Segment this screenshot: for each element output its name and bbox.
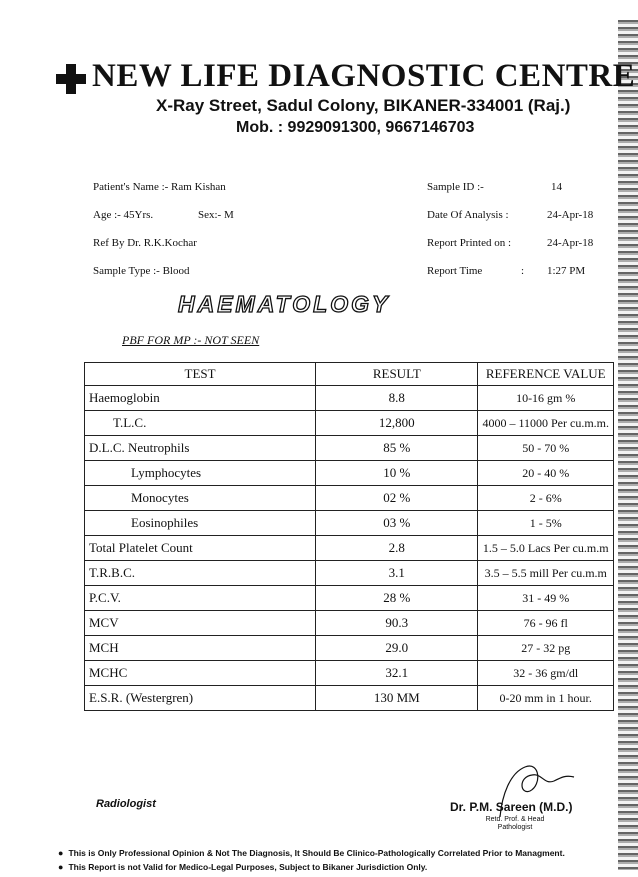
test-reference: 31 - 49 %: [478, 586, 614, 611]
disclaimer-text-1: This is Only Professional Opinion & Not The Diagnosis, It Should Be Clinico-Pathologically Correlated Prior to Managment.: [68, 848, 565, 858]
test-reference: 27 - 32 pg: [478, 636, 614, 661]
section-title: HAEMATOLOGY: [178, 291, 391, 317]
report-printed-value: 24-Apr-18: [547, 237, 594, 249]
doctor-designation: Retd. Prof. & Head Pathologist: [485, 816, 545, 831]
disclaimer-note-2: [58, 862, 427, 872]
disclaimer-note-1: [58, 848, 565, 858]
centre-name: NEW LIFE DIAGNOSTIC CENTRE: [92, 58, 636, 94]
medical-cross-icon: [56, 64, 86, 94]
header-reference: REFERENCE VALUE: [478, 363, 614, 386]
report-printed-label: Report Printed on :: [427, 237, 512, 249]
test-reference: 32 - 36 gm/dl: [478, 661, 614, 686]
test-result: 2.8: [316, 536, 478, 561]
table-row: [85, 536, 614, 561]
test-reference: 2 - 6%: [478, 486, 614, 511]
test-name: T.R.B.C.: [85, 561, 316, 586]
test-result: 02 %: [316, 486, 478, 511]
test-reference: 0-20 mm in 1 hour.: [478, 686, 614, 711]
test-reference: 4000 – 11000 Per cu.m.m.: [478, 411, 614, 436]
test-result: 29.0: [316, 636, 478, 661]
table-row: [85, 561, 614, 586]
bullet-icon: ●: [58, 848, 64, 858]
test-name: E.S.R. (Westergren): [85, 686, 316, 711]
test-reference: 10-16 gm %: [478, 386, 614, 411]
referring-doctor: Ref By Dr. R.K.Kochar: [93, 237, 197, 249]
test-name: Eosinophiles: [85, 511, 316, 536]
table-row: [85, 436, 614, 461]
test-result: 12,800: [316, 411, 478, 436]
table-row: [85, 411, 614, 436]
centre-mobile: Mob. : 9929091300, 9667146703: [236, 119, 475, 136]
test-result: 32.1: [316, 661, 478, 686]
test-name: Haemoglobin: [85, 386, 316, 411]
table-row: [85, 661, 614, 686]
table-row: [85, 686, 614, 711]
test-result: 3.1: [316, 561, 478, 586]
table-row: [85, 386, 614, 411]
sample-type: Sample Type :- Blood: [93, 265, 190, 277]
test-name: Total Platelet Count: [85, 536, 316, 561]
test-name: MCHC: [85, 661, 316, 686]
test-name: P.C.V.: [85, 586, 316, 611]
sample-id-label: Sample ID :-: [427, 181, 484, 193]
date-of-analysis-label: Date Of Analysis :: [427, 209, 509, 221]
test-name: Lymphocytes: [85, 461, 316, 486]
test-reference: 50 - 70 %: [478, 436, 614, 461]
test-name: T.L.C.: [85, 411, 316, 436]
test-name: D.L.C. Neutrophils: [85, 436, 316, 461]
patient-age: Age :- 45Yrs.: [93, 209, 154, 221]
test-reference: 76 - 96 fl: [478, 611, 614, 636]
test-result: 90.3: [316, 611, 478, 636]
sample-id-value: 14: [551, 181, 562, 193]
test-reference: 20 - 40 %: [478, 461, 614, 486]
patient-sex: Sex:- M: [198, 209, 234, 221]
signature: [470, 755, 590, 825]
table-row: [85, 636, 614, 661]
test-result: 130 MM: [316, 686, 478, 711]
disclaimer-text-2: This Report is not Valid for Medico-Legal Purposes, Subject to Bikaner Jurisdiction Only.: [68, 862, 428, 872]
test-reference: 1.5 – 5.0 Lacs Per cu.m.m: [478, 536, 614, 561]
report-time-label: Report Time: [427, 265, 483, 277]
report-time-value: 1:27 PM: [547, 265, 586, 277]
test-name: MCH: [85, 636, 316, 661]
test-reference: 1 - 5%: [478, 511, 614, 536]
table-header-row: [85, 363, 614, 386]
test-name: Monocytes: [85, 486, 316, 511]
test-result: 8.8: [316, 386, 478, 411]
doctor-name: Dr. P.M. Sareen (M.D.): [450, 800, 573, 814]
table-row: [85, 611, 614, 636]
patient-name: Patient's Name :- Ram Kishan: [93, 181, 226, 193]
test-result: 03 %: [316, 511, 478, 536]
bullet-icon: ●: [58, 862, 64, 872]
test-reference: 3.5 – 5.5 mill Per cu.m.m: [478, 561, 614, 586]
date-of-analysis-value: 24-Apr-18: [547, 209, 594, 221]
test-result: 85 %: [316, 436, 478, 461]
table-row: [85, 486, 614, 511]
report-time-separator: :: [521, 265, 525, 277]
scan-edge-artifact: [618, 20, 638, 870]
test-name: MCV: [85, 611, 316, 636]
table-row: [85, 461, 614, 486]
table-row: [85, 586, 614, 611]
radiologist-label: Radiologist: [96, 798, 156, 810]
centre-address: X-Ray Street, Sadul Colony, BIKANER-334001 (Raj.): [156, 96, 571, 115]
pbf-note: PBF FOR MP :- NOT SEEN: [122, 333, 260, 347]
results-table: [84, 362, 614, 711]
header-test: TEST: [85, 363, 316, 386]
test-result: 10 %: [316, 461, 478, 486]
test-result: 28 %: [316, 586, 478, 611]
table-row: [85, 511, 614, 536]
header-result: RESULT: [316, 363, 478, 386]
